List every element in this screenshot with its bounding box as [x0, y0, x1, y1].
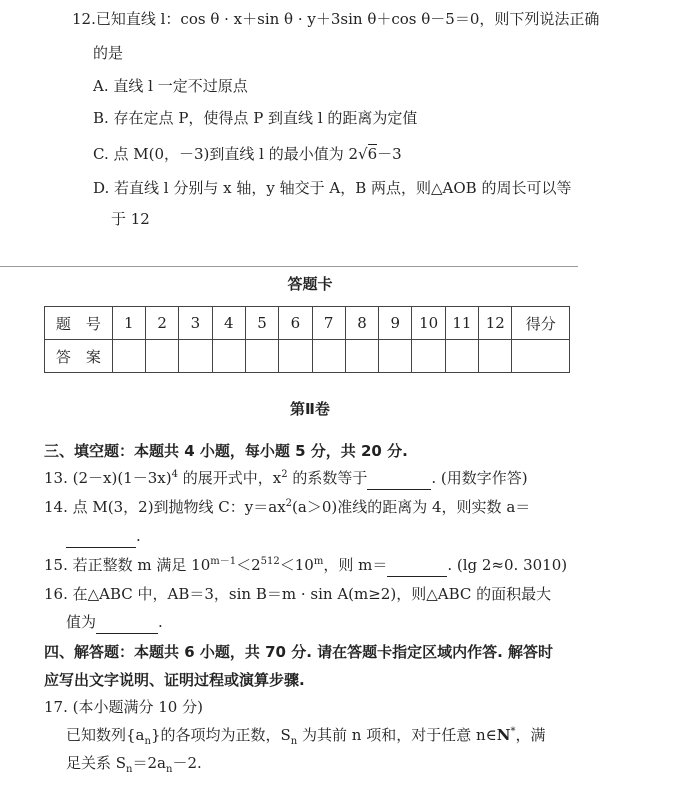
- q12-number: 12.: [72, 10, 96, 28]
- q16-pre: 值为: [66, 613, 97, 631]
- answer-cell[interactable]: [279, 340, 312, 373]
- divider-line: [0, 266, 578, 267]
- q17-line-2: [66, 752, 202, 774]
- q15-tail: . (lg 2≈0. 3010): [447, 556, 568, 574]
- q13-answer-blank[interactable]: [367, 467, 431, 490]
- q12-option-b: B. 存在定点 P，使得点 P 到直线 l 的距离为定值: [93, 109, 418, 127]
- section3-heading: 三、填空题：本题共 4 小题，每小题 5 分，共 20 分.: [44, 442, 408, 460]
- q13-mid: 的展开式中，x: [177, 469, 282, 487]
- score-cell[interactable]: [512, 340, 570, 373]
- q13-pre: 13. (2－x)(1－3x): [44, 469, 172, 487]
- answer-cell[interactable]: [379, 340, 412, 373]
- q17-line-1: [66, 724, 545, 746]
- q14-pre: 14. 点 M(3，2)到抛物线 C：y＝ax: [44, 498, 286, 516]
- q17-1-sub: n: [144, 736, 151, 747]
- q17-1-tail: ，满: [515, 726, 546, 744]
- q15-exp1: m－1: [210, 556, 237, 567]
- row-label-answer: 答 案: [45, 340, 113, 373]
- col-2: 2: [145, 307, 178, 340]
- q13-exp2: 2: [281, 469, 288, 480]
- col-8: 8: [345, 307, 378, 340]
- col-6: 6: [279, 307, 312, 340]
- q17-1-pre: 已知数列{a: [66, 726, 145, 744]
- answer-cell[interactable]: [245, 340, 278, 373]
- q17-1-mid: }的各项均为正数，S: [150, 726, 291, 744]
- q16-tail: .: [158, 613, 163, 631]
- q12-option-c-pre: C. 点 M(0，－3)到直线 l 的最小值为 2: [93, 145, 359, 163]
- q12-option-d-2: 于 12: [111, 210, 150, 228]
- q16-line-1: 16. 在△ABC 中，AB＝3，sin B＝m · sin A(m≥2)，则△ABC 的面积最大: [44, 585, 552, 603]
- q12-option-c-post: －3: [377, 145, 402, 163]
- row-label-number: 题 号: [45, 307, 113, 340]
- q15-answer-blank[interactable]: [387, 554, 447, 577]
- answer-cell[interactable]: [312, 340, 345, 373]
- answer-cell[interactable]: [212, 340, 245, 373]
- q13: [44, 467, 528, 490]
- q14-answer-blank[interactable]: [66, 525, 136, 548]
- q17-1-post: 为其前 n 项和，对于任意 n∈: [297, 726, 497, 744]
- sqrt-sign: √: [358, 145, 368, 163]
- q17-2-pre: 足关系 S: [66, 754, 127, 772]
- col-10: 10: [412, 307, 445, 340]
- score-label: 得分: [512, 307, 570, 340]
- q15: [44, 554, 567, 577]
- q12-option-c-radicand: 6: [367, 145, 378, 163]
- q12-option-a: A. 直线 l 一定不过原点: [93, 77, 248, 95]
- answer-cell[interactable]: [479, 340, 512, 373]
- q17-1-bold: N: [496, 726, 511, 744]
- section4-heading-1: 四、解答题：本题共 6 小题，共 70 分. 请在答题卡指定区域内作答. 解答时: [44, 643, 554, 661]
- col-11: 11: [445, 307, 478, 340]
- col-9: 9: [379, 307, 412, 340]
- section4-heading-2: 应写出文字说明、证明过程或演算步骤.: [44, 671, 305, 689]
- q16-answer-blank[interactable]: [96, 611, 158, 634]
- q17-2-post: －2.: [172, 754, 202, 772]
- col-3: 3: [179, 307, 212, 340]
- q17-2-mid: ＝2a: [132, 754, 166, 772]
- col-12: 12: [479, 307, 512, 340]
- answer-card-table: [44, 306, 570, 373]
- q15-post: ，则 m＝: [323, 556, 388, 574]
- q13-exp: 4: [171, 469, 178, 480]
- q12-option-d-1: D. 若直线 l 分别与 x 轴，y 轴交于 A，B 两点，则△AOB 的周长可以等: [93, 179, 572, 197]
- col-7: 7: [312, 307, 345, 340]
- answer-cell[interactable]: [145, 340, 178, 373]
- col-5: 5: [245, 307, 278, 340]
- q15-exp2: 512: [260, 556, 280, 567]
- q14-tail: .: [136, 527, 141, 545]
- q12-stem-2: 的是: [93, 44, 124, 62]
- q15-pre: 15. 若正整数 m 满足 10: [44, 556, 211, 574]
- col-1: 1: [112, 307, 145, 340]
- q14-post: (a＞0)准线的距离为 4，则实数 a＝: [292, 498, 531, 516]
- q13-tail: . (用数字作答): [431, 469, 528, 487]
- q17-1-sup: *: [510, 726, 516, 737]
- answer-cell[interactable]: [179, 340, 212, 373]
- part2-title: 第Ⅱ卷: [290, 400, 330, 418]
- col-4: 4: [212, 307, 245, 340]
- answer-cell[interactable]: [412, 340, 445, 373]
- q12-option-c: [93, 143, 402, 165]
- q14-exp: 2: [285, 498, 293, 509]
- q17-title: 17. (本小题满分 10 分): [44, 698, 203, 716]
- q13-post: 的系数等于: [287, 469, 368, 487]
- q17-2-sub: n: [126, 764, 133, 775]
- answer-cell[interactable]: [345, 340, 378, 373]
- q14-line-2: [66, 525, 141, 548]
- q14: [44, 496, 530, 518]
- answer-cell[interactable]: [445, 340, 478, 373]
- q17-2-sub2: n: [166, 764, 173, 775]
- answer-card-row-number: [45, 307, 570, 340]
- q15-mid1: ＜2: [236, 556, 261, 574]
- answer-cell[interactable]: [112, 340, 145, 373]
- q16-line-2: [66, 611, 163, 634]
- q15-exp3: m: [313, 556, 324, 567]
- q15-mid2: ＜10: [279, 556, 314, 574]
- q17-1-sub2: n: [290, 736, 298, 747]
- answer-card-title: 答题卡: [287, 275, 333, 293]
- q12-stem-1: 已知直线 l：cos θ · x＋sin θ · y＋3sin θ＋cos θ－5＝0，则下列说法正确: [95, 10, 600, 28]
- q12-line-1: [72, 8, 599, 30]
- answer-card-row-answer: [45, 340, 570, 373]
